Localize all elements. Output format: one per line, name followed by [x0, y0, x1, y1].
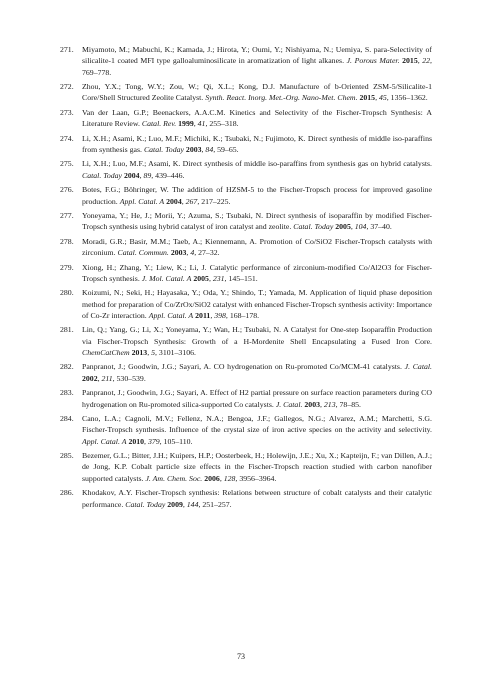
reference-pages: 1356–1362.: [390, 93, 428, 103]
reference-year: 2005: [335, 222, 351, 232]
reference-number: 276.: [60, 185, 74, 195]
reference-list: [60, 44, 432, 513]
reference-authors: Khodakov, A.Y.: [82, 488, 133, 498]
reference-authors: Xiong, H.; Zhang, Y.; Liew, K.; Li, J.: [82, 262, 207, 272]
reference-journal: Catal. Commun.: [117, 248, 169, 258]
reference-journal: J. Mol. Catal. A: [141, 273, 192, 283]
reference-volume: 213: [323, 399, 336, 409]
reference-pages: 78–85.: [339, 399, 361, 409]
reference-authors: Li, X.H.; Luo, M.F.; Asami, K.: [82, 159, 181, 169]
reference-title: Direct synthesis of middle iso-paraffins from synthesis gas.: [82, 133, 433, 154]
reference-journal: Catal. Today: [82, 170, 123, 180]
reference-entry: 277. Yoneyama, Y.; He, J.; Morii, Y.; Azuma, S.; Tsubaki, N. Direct synthesis of isoparaffin by modified Fischer-Tropsch synthesis using hybrid catalyst of iron catalyst and zeolite. Catal. Today 2005, 104, 37–40.: [60, 210, 433, 232]
reference-year: 2004: [123, 170, 140, 180]
reference-pages: 251–257.: [202, 499, 232, 509]
reference-journal: Appl. Catal. A: [148, 310, 194, 320]
reference-volume: 4: [190, 248, 195, 258]
reference-year: 2006: [204, 473, 220, 483]
reference-entry: 279. Xiong, H.; Zhang, Y.; Liew, K.; Li, J. Catalytic performance of zirconium-modified Co/Al2O3 for Fischer-Tropsch synthesis. J. Mol. Catal. A 2005, 231, 145–151.: [60, 262, 433, 283]
reference-journal: J. Am. Chem. Soc.: [145, 473, 203, 483]
reference-entry: 283. Panpranot, J.; Goodwin, J.G.; Sayari, A. Effect of H2 partial pressure on surface reaction parameters during CO hydrogenation on Ru-promoted silica-supported Co catalysts. J. Catal. 2003, 213, 78–85.: [60, 388, 432, 409]
reference-volume: 104: [354, 222, 367, 232]
reference-entry: 271. Miyamoto, M.; Mabuchi, K.; Kamada, J.; Hirota, Y.; Oumi, Y.; Nishiyama, N.; Uemiya, S. para-Selectivity of silicalite-1 coated MFI type galloaluminosilicate in aromatization of light alkanes. J. Porous Mater. 2015, 22, 769–778.: [60, 45, 432, 77]
reference-journal: Appl. Catal. A: [119, 196, 165, 206]
reference-entry: 278. Moradi, G.R.; Basir, M.M.; Taeb, A.; Kiennemann, A. Promotion of Co/SiO2 Fischer-Tropsch catalysts with zirconium. Catal. Commun. 2003, 4, 27–32.: [60, 236, 432, 258]
reference-title: Catalytic performance of zirconium-modified Co/Al2O3 for Fischer-Tropsch synthesis.: [82, 262, 433, 283]
reference-journal: J. Catal.: [404, 362, 432, 372]
reference-title: CO hydrogenation on Ru-promoted Co/MCM-41 catalysts.: [213, 362, 402, 372]
reference-volume: 41: [197, 119, 206, 129]
reference-title: Direct synthesis of isoparaffin by modified Fischer-Tropsch synthesis using hybrid catalyst of iron catalyst and zeolite.: [82, 210, 433, 232]
reference-number: 271.: [60, 45, 74, 54]
reference-journal: Catal. Rev.: [141, 119, 177, 129]
reference-volume: 379: [147, 436, 160, 446]
reference-title: The addition of HZSM-5 to the Fischer-Tropsch process for improved gasoline production.: [82, 185, 433, 206]
reference-year: 2003: [170, 248, 187, 258]
reference-volume: 22: [422, 56, 431, 66]
reference-year: 2013: [131, 348, 148, 357]
reference-journal: Synth. React. Inorg. Met.-Org. Nano-Met. Chem.: [205, 93, 358, 103]
reference-authors: Panpranot, J.; Goodwin, J.G.; Sayari, A.: [82, 388, 208, 398]
reference-entry: 281. Lin, Q.; Yang, G.; Li, X.; Yoneyama, Y.; Wan, H.; Tsubaki, N. A Catalyst for One-step Isoparaffin Production via Fischer-Tropsch Synthesis: Growth of a H-Mordenite Shell Encapsulating a Fused Iron Core. ChemCatChem 2013, 5, 3101–3106.: [60, 325, 432, 357]
reference-pages: 217–225.: [201, 196, 231, 206]
reference-authors: Panpranot, J.; Goodwin, J.G.; Sayari, A.: [82, 362, 211, 372]
reference-entry: 282. Panpranot, J.; Goodwin, J.G.; Sayari, A. CO hydrogenation on Ru-promoted Co/MCM-41 catalysts. J. Catal. 2002, 211, 530–539.: [60, 362, 432, 383]
reference-pages: 59–65.: [217, 144, 239, 154]
reference-authors: Miyamoto, M.; Mabuchi, K.; Kamada, J.; Hirota, Y.; Oumi, Y.; Nishiyama, N.; Uemiya, S.: [82, 45, 372, 54]
reference-pages: 769–778.: [82, 67, 112, 77]
reference-journal: J. Porous Mater.: [346, 56, 400, 66]
reference-year: 2015: [359, 93, 376, 103]
reference-number: 272.: [60, 82, 74, 92]
reference-journal: Catal. Today: [293, 222, 334, 232]
reference-entry: 285. Bezemer, G.L.; Bitter, J.H.; Kuipers, H.P.; Oosterbeek, H.; Holewijn, J.E.; Xu, X.; Kapteijn, F.; van Dillen, A.J.; de Jong, K.P. Cobalt particle size effects in the Fischer-Tropsch reaction studied with carbon nanofiber supported catalysts. J. Am. Chem. Soc. 2006, 128, 3956–3964.: [60, 451, 433, 483]
reference-authors: Lin, Q.; Yang, G.; Li, X.; Yoneyama, Y.; Wan, H.; Tsubaki, N.: [82, 325, 282, 335]
reference-authors: Li, X.H.; Asami, K.; Luo, M.F.; Michiki, K.; Tsubaki, N.; Fujimoto, K.: [82, 133, 306, 143]
reference-entry: 280. Koizumi, N.; Seki, H.; Hayasaka, Y.; Oda, Y.; Shindo, T.; Yamada, M. Application of liquid phase deposition method for preparation of Co/ZrOx/SiO2 catalyst with enhanced Fischer-Tropsch synthesis activity: Importance of Co-Zr interaction. Appl. Catal. A 2011, 398, 168–178.: [60, 288, 432, 320]
reference-authors: Cano, L.A.; Cagnoli, M.V.; Fellenz, N.A.; Bengoa, J.F.; Gallegos, N.G.; Alvarez, A.M.; Marchetti, S.G.: [82, 414, 432, 424]
reference-pages: 3956–3964.: [239, 473, 277, 483]
reference-title: Application of liquid phase deposition method for preparation of Co/ZrOx/SiO2 catalyst with enhanced Fischer-Tropsch synthesis activity: Importance of Co-Zr interaction.: [82, 288, 432, 320]
reference-title: Direct synthesis of middle iso-paraffins from synthesis gas on hybrid catalysts.: [182, 159, 432, 169]
page-number: 73: [237, 652, 245, 661]
reference-volume: 231: [212, 273, 225, 283]
reference-pages: 439–446.: [155, 170, 185, 180]
reference-pages: 27–32.: [198, 248, 220, 258]
reference-year: 2003: [185, 144, 202, 154]
reference-volume: 211: [101, 373, 113, 383]
reference-entry: 276. Botes, F.G.; Böhringer, W. The addition of HZSM-5 to the Fischer-Tropsch process for improved gasoline production. Appl. Catal. A 2004, 267, 217–225.: [60, 185, 433, 206]
reference-journal: Appl. Catal. A: [82, 436, 127, 446]
reference-journal: J. Catal.: [275, 399, 303, 409]
reference-pages: 3101–3106.: [158, 348, 196, 357]
reference-title: Fischer-Tropsch synthesis: Relations between structure of cobalt catalysts and their catalytic performance.: [82, 488, 433, 509]
reference-volume: 128: [223, 473, 236, 483]
reference-journal: Catal. Today: [125, 499, 166, 509]
reference-pages: 145–151.: [228, 273, 258, 283]
reference-year: 2015: [402, 56, 418, 66]
reference-pages: 168–178.: [229, 310, 260, 320]
reference-number: 286.: [60, 488, 74, 498]
reference-entry: 274. Li, X.H.; Asami, K.; Luo, M.F.; Michiki, K.; Tsubaki, N.; Fujimoto, K. Direct synthesis of middle iso-paraffins from synthesis gas. Catal. Today 2003, 84, 59–65.: [60, 133, 433, 154]
reference-number: 284.: [60, 414, 74, 424]
reference-authors: Koizumi, N.; Seki, H.; Hayasaka, Y.; Oda, Y.; Shindo, T.; Yamada, M.: [82, 288, 308, 298]
reference-number: 278.: [60, 236, 74, 246]
reference-volume: 5: [151, 348, 156, 357]
reference-journal: ChemCatChem: [82, 348, 130, 357]
reference-journal: Catal. Today: [143, 144, 184, 154]
reference-year: 2010: [128, 436, 145, 446]
reference-entry: 286. Khodakov, A.Y. Fischer-Tropsch synthesis: Relations between structure of cobalt catalysts and their catalytic performance. Catal. Today 2009, 144, 251–257.: [60, 488, 433, 509]
reference-title: A Catalyst for One-step Isoparaffin Production via Fischer-Tropsch Synthesis: Growth of a H-Mordenite Shell Encapsulating a Fused Iron Core.: [82, 325, 432, 346]
reference-title: Manufacture of b-Oriented ZSM-5/Silicalite-1 Core/Shell Structured Zeolite Catalyst.: [82, 82, 432, 103]
reference-year: 1999: [178, 119, 194, 129]
reference-title: Fischer-Tropsch synthesis. Influence of the crystal size of iron active species on the activity and selectivity.: [82, 425, 432, 435]
reference-number: 273.: [60, 107, 74, 117]
reference-volume: 84: [205, 144, 214, 154]
reference-entry: 284. Cano, L.A.; Cagnoli, M.V.; Fellenz, N.A.; Bengoa, J.F.; Gallegos, N.G.; Alvarez, A.M.; Marchetti, S.G. Fischer-Tropsch synthesis. Influence of the crystal size of iron active species on the activity and selectivity. Appl. Catal. A 2010, 379, 105–110.: [60, 414, 432, 446]
reference-authors: Zhou, Y.X.; Tong, W.Y.; Zou, W.; Qi, X.L.; Kong, D.J.: [82, 82, 275, 92]
reference-number: 275.: [60, 159, 74, 169]
reference-authors: Bezemer, G.L.; Bitter, J.H.; Kuipers, H.P.; Oosterbeek, H.; Holewijn, J.E.; Xu, X.; Kapteijn, F.; van Dillen, A.J.; de Jong, K.P.: [82, 451, 432, 472]
reference-authors: Botes, F.G.; Böhringer, W.: [82, 185, 169, 195]
reference-number: 283.: [60, 388, 74, 398]
reference-year: 2011: [195, 310, 211, 320]
reference-entry: 275. Li, X.H.; Luo, M.F.; Asami, K. Direct synthesis of middle iso-paraffins from synthesis gas on hybrid catalysts. Catal. Today 2004, 89, 439–446.: [60, 159, 432, 180]
reference-number: 274.: [60, 133, 74, 143]
reference-number: 281.: [60, 325, 74, 335]
reference-pages: 255–318.: [209, 119, 239, 129]
reference-number: 277.: [60, 210, 74, 220]
reference-year: 2002: [82, 373, 98, 383]
reference-authors: Moradi, G.R.; Basir, M.M.; Taeb, A.; Kiennemann, A.: [82, 236, 257, 246]
reference-number: 279.: [60, 262, 74, 272]
reference-title: Effect of H2 partial pressure on surface reaction parameters during CO hydrogenation on Ru-promoted silica-supported Co catalysts.: [82, 388, 432, 409]
reference-authors: Yoneyama, Y.; He, J.; Morii, Y.; Azuma, S.; Tsubaki, N.: [82, 210, 264, 220]
reference-number: 282.: [60, 362, 74, 372]
reference-number: 280.: [60, 288, 74, 298]
reference-number: 285.: [60, 451, 74, 461]
reference-title: Promotion of Co/SiO2 Fischer-Tropsch catalysts with zirconium.: [82, 236, 432, 258]
reference-volume: 267: [185, 196, 198, 206]
reference-year: 2005: [193, 273, 209, 283]
reference-year: 2004: [166, 196, 182, 206]
reference-volume: 398: [214, 310, 226, 320]
reference-entry: 272. Zhou, Y.X.; Tong, W.Y.; Zou, W.; Qi, X.L.; Kong, D.J. Manufacture of b-Oriented ZSM-5/Silicalite-1 Core/Shell Structured Zeolite Catalyst. Synth. React. Inorg. Met.-Org. Nano-Met. Chem. 2015, 45, 1356–1362.: [60, 82, 432, 103]
reference-authors: Van der Laan, G.P.; Beenackers, A.A.C.M.: [82, 107, 226, 117]
reference-year: 2003: [304, 399, 320, 409]
reference-volume: 89: [143, 170, 152, 180]
reference-title: Cobalt particle size effects in the Fischer-Tropsch reaction studied with carbon nanofiber supported catalysts.: [82, 462, 433, 483]
reference-pages: 105–110.: [163, 436, 193, 446]
reference-entry: 273. Van der Laan, G.P.; Beenackers, A.A.C.M. Kinetics and Selectivity of the Fischer-Tropsch Synthesis: A Literature Review. Catal. Rev. 1999, 41, 255–318.: [60, 107, 433, 129]
reference-title: para-Selectivity of silicalite-1 coated MFI type galloaluminosilicate in aromatization of light alkanes.: [82, 45, 432, 66]
reference-pages: 530–539.: [116, 373, 146, 383]
reference-year: 2009: [167, 499, 183, 509]
reference-volume: 144: [186, 499, 199, 509]
reference-title: Kinetics and Selectivity of the Fischer-Tropsch Synthesis: A Literature Review.: [82, 107, 433, 129]
reference-pages: 37–40.: [370, 222, 392, 232]
reference-volume: 45: [378, 93, 387, 103]
